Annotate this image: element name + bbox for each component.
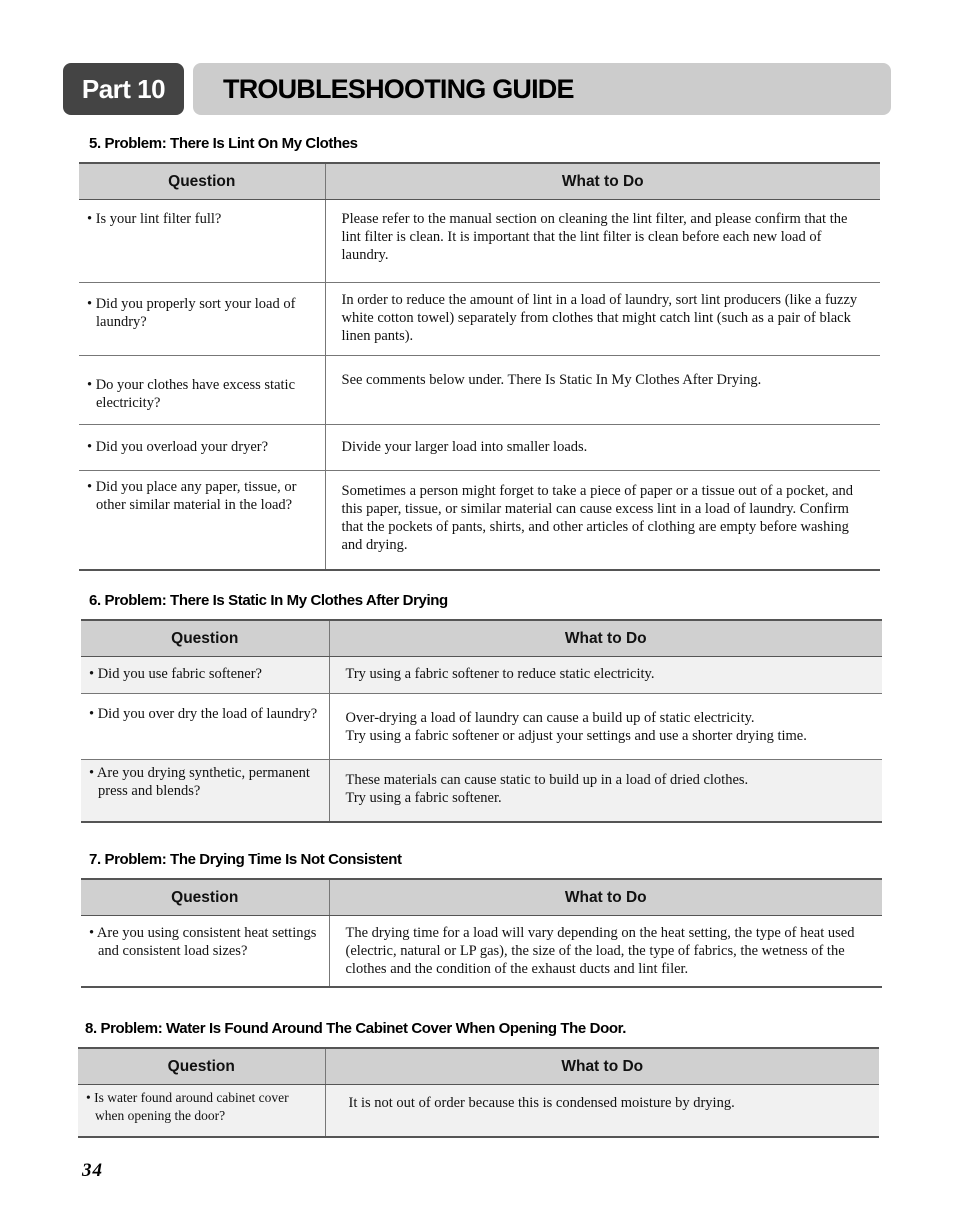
page-header xyxy=(63,63,891,115)
question-cell xyxy=(79,471,325,570)
answer-cell xyxy=(329,916,882,987)
table-header-row xyxy=(81,879,882,916)
section-6-table xyxy=(81,619,882,823)
answer-text: These materials can cause static to build up in a load of dried clothes. xyxy=(345,772,749,788)
answer-text-line-2: Try using a fabric softener or adjust your settings and use a shorter drying time. xyxy=(345,728,807,744)
answer-text: Divide your larger load into smaller loads. xyxy=(341,439,588,455)
question-text: • Did you properly sort your load of laundry? xyxy=(87,296,296,330)
answer-cell xyxy=(325,425,880,471)
answer-column-header: What to Do xyxy=(325,1048,879,1085)
table-row xyxy=(81,657,882,694)
answer-cell xyxy=(329,760,882,822)
section-8-title: 8. Problem: Water Is Found Around The Cabinet Cover When Opening The Door. xyxy=(85,1020,626,1037)
table-header-row xyxy=(79,163,880,200)
question-cell xyxy=(81,760,329,822)
answer-text: Try using a fabric softener to reduce static electricity. xyxy=(345,666,655,682)
table-row xyxy=(81,760,882,822)
table-row xyxy=(79,200,880,283)
question-cell xyxy=(81,694,329,760)
part-badge: Part 10 xyxy=(63,63,184,115)
answer-text-line-2: Try using a fabric softener. xyxy=(345,790,502,806)
question-cell xyxy=(81,916,329,987)
question-text: • Do your clothes have excess static electricity? xyxy=(87,377,296,411)
answer-column-header: What to Do xyxy=(325,163,880,200)
table-row xyxy=(79,356,880,425)
answer-cell xyxy=(325,200,880,283)
table-row xyxy=(79,471,880,570)
table-row xyxy=(81,694,882,760)
table-row xyxy=(78,1085,879,1137)
answer-column-header: What to Do xyxy=(329,620,882,657)
answer-text: Please refer to the manual section on cleaning the lint filter, and please confirm that the lint filter is clean. It is important that the lint filter is clean before each new load of laundry. xyxy=(341,211,848,263)
question-text: • Did you use fabric softener? xyxy=(89,666,262,682)
table-header-row xyxy=(78,1048,879,1085)
answer-text: It is not out of order because this is condensed moisture by drying. xyxy=(348,1095,735,1111)
question-text: • Did you place any paper, tissue, or other similar material in the load? xyxy=(87,479,297,513)
question-text: • Is your lint filter full? xyxy=(87,211,222,227)
answer-cell xyxy=(325,356,880,425)
question-cell xyxy=(79,356,325,425)
answer-text: See comments below under. There Is Static In My Clothes After Drying. xyxy=(341,372,762,388)
section-7-title: 7. Problem: The Drying Time Is Not Consistent xyxy=(89,851,402,868)
question-text: • Are you drying synthetic, permanent press and blends? xyxy=(89,765,310,799)
answer-cell xyxy=(329,657,882,694)
question-text: • Are you using consistent heat settings and consistent load sizes? xyxy=(89,925,317,959)
question-column-header: Question xyxy=(81,879,329,916)
answer-cell xyxy=(325,471,880,570)
answer-cell xyxy=(325,1085,879,1137)
answer-text: Over-drying a load of laundry can cause a build up of static electricity. xyxy=(345,710,755,726)
section-7-table xyxy=(81,878,882,988)
answer-text: Sometimes a person might forget to take a piece of paper or a tissue out of a pocket, and this paper, tissue, or similar material can cause excess lint in a load of laundry. Confirm that the pockets of pants, shirts, and other articles of clothing are empty before washing and drying. xyxy=(341,483,854,553)
question-cell xyxy=(81,657,329,694)
question-text: • Did you over dry the load of laundry? xyxy=(89,706,318,722)
table-row xyxy=(81,916,882,987)
answer-cell xyxy=(329,694,882,760)
question-text: • Is water found around cabinet cover when opening the door? xyxy=(86,1090,289,1123)
question-cell xyxy=(79,425,325,471)
answer-column-header: What to Do xyxy=(329,879,882,916)
question-text: • Did you overload your dryer? xyxy=(87,439,269,455)
table-row xyxy=(79,425,880,471)
table-row xyxy=(79,283,880,356)
section-6-title: 6. Problem: There Is Static In My Clothes After Drying xyxy=(89,592,448,609)
answer-text: In order to reduce the amount of lint in a load of laundry, sort lint producers (like a fuzzy white cotton towel) separately from clothes that might catch lint (such as a pair of black linen pants). xyxy=(341,292,858,344)
section-5-title: 5. Problem: There Is Lint On My Clothes xyxy=(89,135,358,152)
question-cell xyxy=(79,283,325,356)
answer-cell xyxy=(325,283,880,356)
section-8-table xyxy=(78,1047,879,1138)
question-cell xyxy=(78,1085,325,1137)
question-column-header: Question xyxy=(81,620,329,657)
question-cell xyxy=(79,200,325,283)
question-column-header: Question xyxy=(79,163,325,200)
section-5-table xyxy=(79,162,880,571)
page-number: 34 xyxy=(82,1160,103,1181)
question-column-header: Question xyxy=(78,1048,325,1085)
answer-text: The drying time for a load will vary depending on the heat setting, the type of heat used (electric, natural or LP gas), the size of the load, the type of fabrics, the wetness of the clothes and the condition of the exhaust ducts and lint filer. xyxy=(345,925,855,977)
table-header-row xyxy=(81,620,882,657)
page-title: TROUBLESHOOTING GUIDE xyxy=(193,63,891,115)
